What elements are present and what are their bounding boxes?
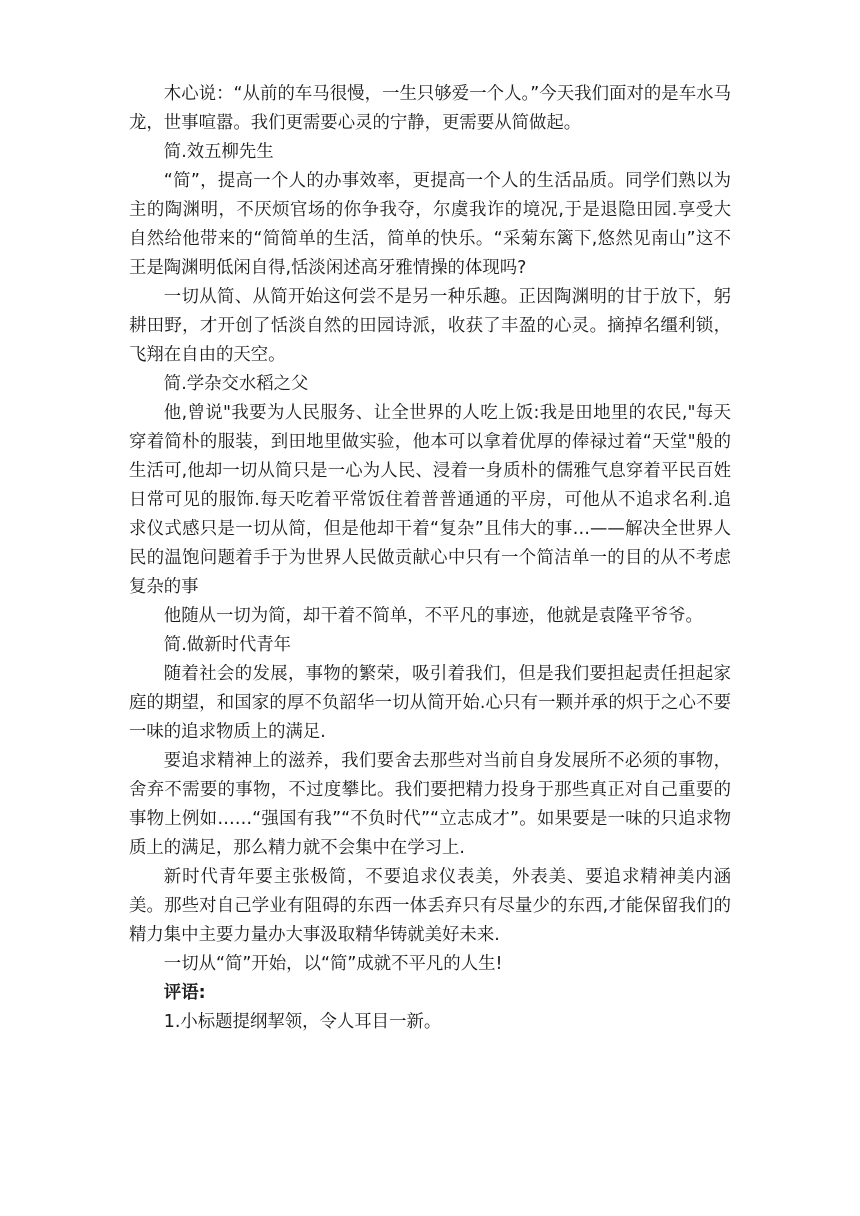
subheading-wuliu: 简.效五柳先生 (163, 142, 274, 162)
paragraph-yuan-summary: 他随从一切为简，却干着不简单，不平凡的事迹，他就是袁隆平爷爷。 (163, 606, 703, 626)
comment-item-1: 1.小标题提纲挈领，令人耳目一新。 (163, 1012, 442, 1032)
paragraph-conclusion: 一切从“简”开始，以“简”成就不平凡的人生! (163, 954, 503, 974)
paragraph-society: 随着社会的发展，事物的繁荣，吸引着我们，但是我们要担起责任担起家庭的期望，和国家的厚不负韶华一切从简开始.心只有一颗并承的炽于之心不要一味的追求物质上的满足. (129, 664, 731, 742)
paragraph-minimalism: 新时代青年要主张极简，不要追求仪表美，外表美、要追求精神美内涵美。那些对自己学业有阻碍的东西一体丢弃只有尽量少的东西,才能保留我们的精力集中主要力量办大事汲取精华铸就美好未来. (129, 867, 731, 945)
paragraph-spirit: 要追求精神上的滋养，我们要舍去那些对当前自身发展所不必须的事物，舍弃不需要的事物，不过度攀比。我们要把精力投身于那些真正对自己重要的事物上例如……“强国有我”“不负时代”“立志成才”。如果要是一味的只追求物质上的满足，那么精力就不会集中在学习上. (129, 751, 731, 858)
document-page (129, 80, 731, 1037)
paragraph-intro: 木心说：“从前的车马很慢，一生只够爱一个人。”今天我们面对的是车水马龙，世事喧嚣。我们更需要心灵的宁静，更需要从简做起。 (129, 84, 731, 133)
subheading-youth: 简.做新时代青年 (163, 635, 292, 655)
paragraph-tao-yuanming: “简”，提高一个人的办事效率，更提高一个人的生活品质。同学们熟以为主的陶渊明，不厌烦官场的你争我夺，尔虞我诈的境况,于是退隐田园.享受大自然给他带来的“简简单的生活，简单的快乐。“采菊东篱下,悠然见南山”这不王是陶渊明低闲自得,恬淡闲述高牙雅情操的体现吗? (129, 171, 731, 278)
paragraph-yuan-longping: 他,曾说"我要为人民服务、让全世界的人吃上饭:我是田地里的农民,"每天穿着简朴的服装，到田地里做实验，他本可以拿着优厚的俸禄过着“天堂"般的生活可,他却一切从简只是一心为人民、浸着一身质朴的儒雅气息穿着平民百姓日常可见的服饰.每天吃着平常饭住着普普通通的平房，可他从不追求名利.追求仪式感只是一切从简，但是他却干着“复杂”且伟大的事…——解决全世界人民的温饱问题着手于为世界人民做贡献心中只有一个简洁单一的目的从不考虑复杂的事 (129, 403, 731, 597)
comment-heading: 评语: (163, 983, 206, 1003)
paragraph-simplicity-joy: 一切从简、从简开始这何尝不是另一种乐趣。正因陶渊明的甘于放下，躬耕田野，才开创了恬淡自然的田园诗派，收获了丰盈的心灵。摘掉名缰利锁，飞翔在自由的天空。 (129, 287, 731, 365)
subheading-rice: 简.学杂交水稻之父 (163, 374, 309, 394)
